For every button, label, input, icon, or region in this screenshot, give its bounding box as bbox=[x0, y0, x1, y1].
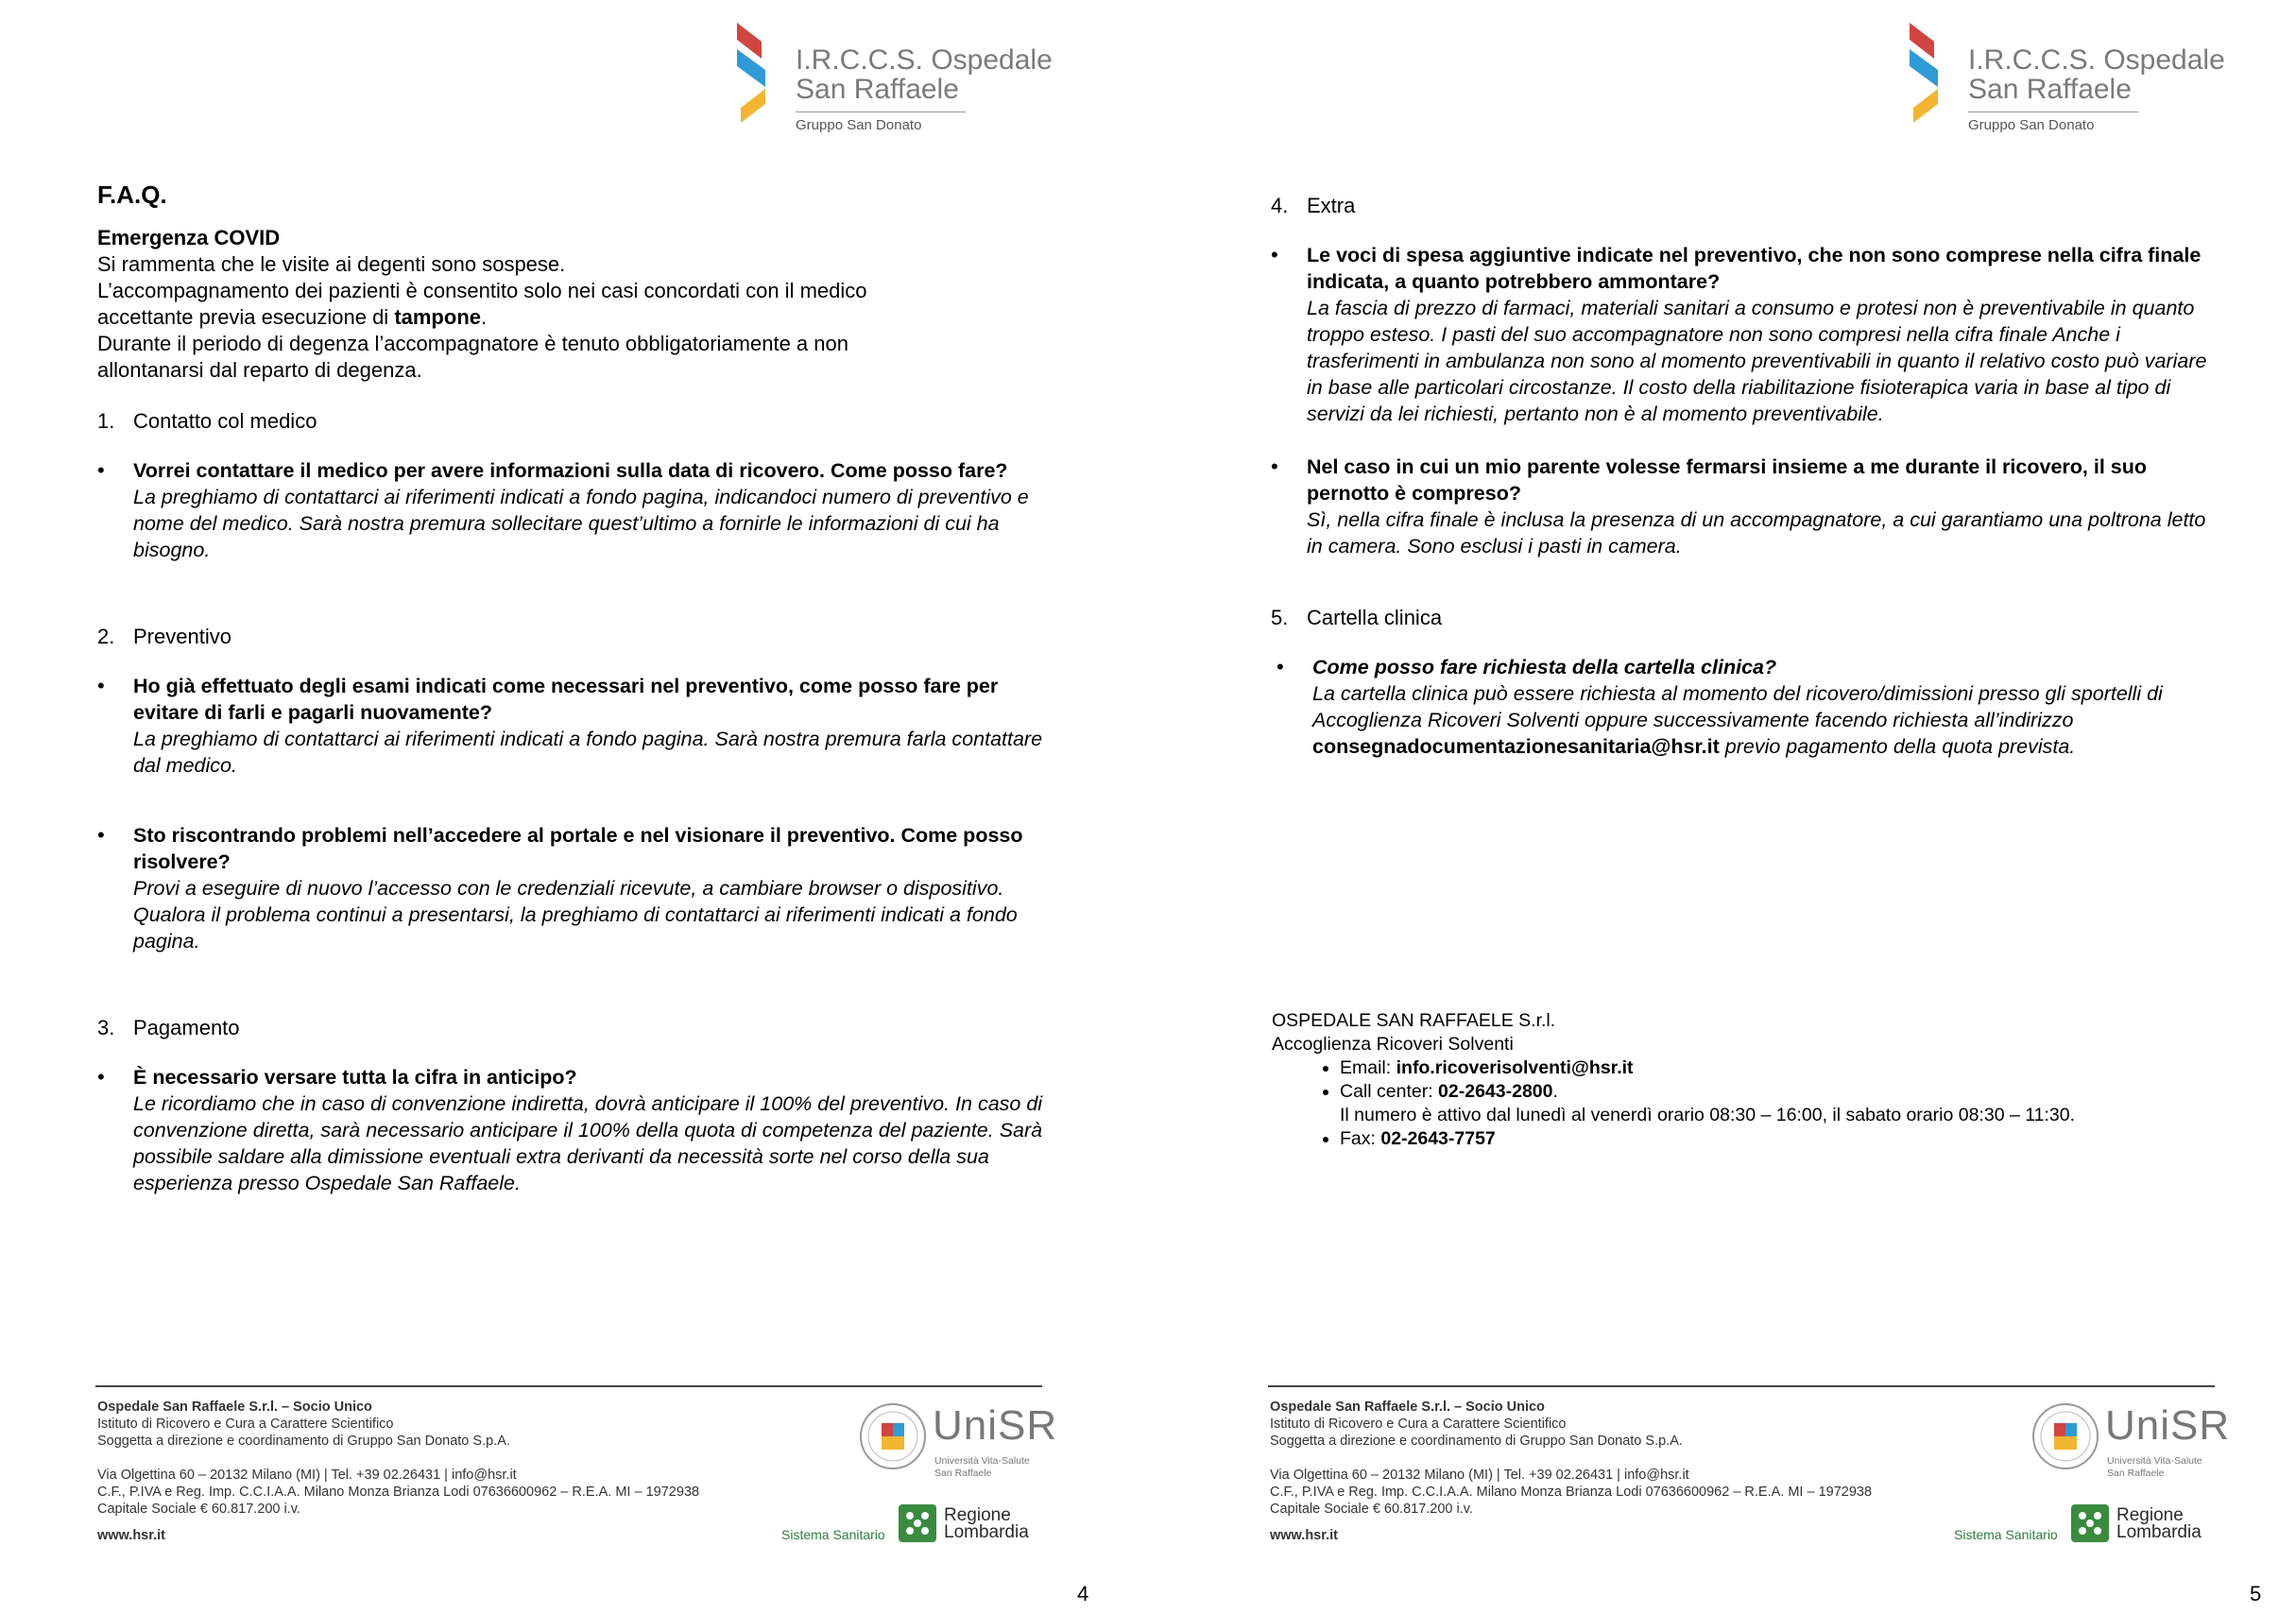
faq-item-4-2 bbox=[1271, 454, 2216, 559]
section-5-number: 5. bbox=[1271, 606, 1289, 629]
hospital-logo-icon bbox=[1906, 21, 1947, 125]
footer-line-3: Soggetta a direzione e coordinamento di Gruppo San Donato S.p.A. bbox=[1270, 1434, 1683, 1449]
covid-line-4: Durante il periodo di degenza l’accompagnatore è tenuto obbligatoriamente a non bbox=[97, 332, 848, 355]
contacts-org: OSPEDALE SAN RAFFAELE S.r.l. bbox=[1272, 1010, 1556, 1031]
footer-text bbox=[97, 1399, 699, 1544]
section-2-heading bbox=[97, 624, 1052, 650]
faq-question: Vorrei contattare il medico per avere informazioni sulla data di ricovero. Come posso fare? bbox=[133, 459, 1008, 482]
logo-line-1: I.R.C.C.S. Ospedale bbox=[1968, 44, 2225, 76]
bullet-icon: • bbox=[97, 674, 105, 697]
contact-fax bbox=[1340, 1127, 2217, 1151]
footer-line-1: Ospedale San Raffaele S.r.l. – Socio Unico bbox=[97, 1399, 372, 1415]
contact-call-post: . bbox=[1552, 1081, 1558, 1102]
section-4-heading bbox=[1271, 193, 2216, 219]
faq-item-2-1 bbox=[97, 673, 1052, 779]
faq-title: F.A.Q. bbox=[97, 180, 167, 209]
covid-tampone: tampone bbox=[394, 305, 481, 329]
logo-line-3: Gruppo San Donato bbox=[796, 117, 922, 133]
unisr-sub-2: San Raffaele bbox=[934, 1468, 992, 1479]
footer-gap bbox=[97, 1450, 699, 1467]
logo-line-2: San Raffaele bbox=[796, 74, 959, 105]
footer-website-link[interactable]: www.hsr.it bbox=[97, 1528, 165, 1543]
bullet-icon: • bbox=[97, 1065, 105, 1089]
faq-answer: La preghiamo di contattarci ai riferimenti indicati a fondo pagina, indicandoci numero di preventivo e nome del medico. Sarà nostra premura sollecitare quest’ultimo a fornirle le informazioni di cui ha bisogno. bbox=[133, 486, 1029, 561]
footer-website-link[interactable]: www.hsr.it bbox=[1270, 1528, 1338, 1543]
unisr-wordmark: UniSR bbox=[2105, 1402, 2231, 1449]
footer-line-4: Via Olgettina 60 – 20132 Milano (MI) | Tel. +39 02.26431 | info@hsr.it bbox=[1270, 1468, 1689, 1483]
section-1-heading bbox=[97, 408, 1052, 435]
faq-answer: Sì, nella cifra finale è inclusa la presenza di un accompagnatore, a cui garantiamo una poltrona letto in camera. Sono esclusi i pasti in camera. bbox=[1307, 508, 2206, 558]
regione-label-1: Regione bbox=[944, 1505, 1011, 1525]
contacts-block bbox=[1272, 1009, 2217, 1151]
covid-heading: Emergenza COVID bbox=[97, 226, 281, 249]
footer-line-4: Via Olgettina 60 – 20132 Milano (MI) | Tel. +39 02.26431 | info@hsr.it bbox=[97, 1468, 517, 1483]
footer-divider bbox=[95, 1385, 1042, 1387]
faq-question: Ho già effettuato degli esami indicati come necessari nel preventivo, come posso fare per evitare di farli e pagarli nuovamente? bbox=[133, 675, 999, 724]
footer-line-5: C.F., P.IVA e Reg. Imp. C.C.I.A.A. Milano Monza Brianza Lodi 07636600962 – R.E.A. MI – 1972938 bbox=[97, 1485, 700, 1500]
page-4-footer bbox=[95, 1385, 1058, 1543]
faq-question: Nel caso in cui un mio parente volesse fermarsi insieme a me durante il ricovero, il suo pernotto è compreso? bbox=[1307, 455, 2147, 505]
faq-item-1-1 bbox=[97, 457, 1052, 563]
footer-line-6: Capitale Sociale € 60.817.200 i.v. bbox=[97, 1502, 300, 1517]
page-5-footer bbox=[1268, 1385, 2231, 1543]
logo-line-3: Gruppo San Donato bbox=[1968, 117, 2095, 133]
footer-line-6: Capitale Sociale € 60.817.200 i.v. bbox=[1270, 1502, 1473, 1517]
bullet-icon: • bbox=[1277, 655, 1284, 678]
bullet-icon: • bbox=[1271, 455, 1278, 478]
covid-line-2: L’accompagnamento dei pazienti è consentito solo nei casi concordati con il medico bbox=[97, 279, 867, 302]
footer-line-2: Istituto di Ricovero e Cura a Carattere Scientifico bbox=[97, 1417, 394, 1432]
section-2-title: Preventivo bbox=[133, 625, 231, 648]
section-4-number: 4. bbox=[1271, 194, 1289, 217]
regione-lombardia-logo bbox=[1954, 1502, 2219, 1544]
bullet-icon: • bbox=[1271, 243, 1278, 266]
logo-line-2: San Raffaele bbox=[1968, 74, 2132, 105]
unisr-sub-1: Università Vita-Salute bbox=[2107, 1455, 2202, 1467]
footer-divider bbox=[1268, 1385, 2215, 1387]
university-seal-icon bbox=[859, 1402, 927, 1470]
regione-label-2: Lombardia bbox=[2116, 1522, 2202, 1542]
sistema-sanitario-label: Sistema Sanitario bbox=[781, 1527, 885, 1542]
footer-text bbox=[1270, 1399, 1872, 1544]
documentation-email-link[interactable]: consegnadocumentazionesanitaria@hsr.it bbox=[1312, 735, 1720, 758]
faq-question: Sto riscontrando problemi nell’accedere al portale e nel visionare il preventivo. Come posso risolvere? bbox=[133, 824, 1023, 873]
page-4-content bbox=[97, 181, 1052, 1196]
section-2-number: 2. bbox=[97, 625, 115, 648]
section-1-number: 1. bbox=[97, 409, 115, 433]
footer-line-1: Ospedale San Raffaele S.r.l. – Socio Unico bbox=[1270, 1399, 1545, 1415]
unisr-wordmark: UniSR bbox=[933, 1402, 1058, 1449]
page-5 bbox=[1148, 0, 2296, 1614]
faq-item-2-2 bbox=[97, 822, 1052, 954]
faq-answer: La preghiamo di contattarci ai riferimenti indicati a fondo pagina. Sarà nostra premura farla contattare dal medico. bbox=[133, 728, 1043, 777]
faq-answer-pre: La cartella clinica può essere richiesta al momento del ricovero/dimissioni presso gli sportelli di Accoglienza Ricoveri Solventi oppure successivamente facendo richiesta all’indirizzo bbox=[1312, 682, 2163, 731]
contact-fax-label: Fax: bbox=[1340, 1128, 1381, 1149]
contact-email bbox=[1340, 1056, 2217, 1080]
sistema-sanitario-label: Sistema Sanitario bbox=[1954, 1527, 2058, 1542]
section-3-heading bbox=[97, 1015, 1052, 1041]
faq-answer: Provi a eseguire di nuovo l’accesso con le credenziali ricevute, a cambiare browser o dispositivo. Qualora il problema continui a presentarsi, la preghiamo di contattarci ai riferimenti indicati a fondo pagina. bbox=[133, 877, 1018, 953]
section-5-heading bbox=[1271, 605, 2216, 631]
contact-hours: Il numero è attivo dal lunedì al venerdì orario 08:30 – 16:00, il sabato orario 08:30 – 11:30. bbox=[1340, 1105, 2075, 1125]
unisr-sub-2: San Raffaele bbox=[2107, 1468, 2165, 1479]
unisr-logo bbox=[859, 1402, 1058, 1482]
university-seal-icon bbox=[2031, 1402, 2099, 1470]
bullet-icon: • bbox=[97, 823, 105, 847]
covid-line-3-post: . bbox=[481, 305, 488, 329]
contact-email-label: Email: bbox=[1340, 1057, 1396, 1078]
section-3-title: Pagamento bbox=[133, 1016, 240, 1039]
page-number: 4 bbox=[1077, 1582, 1089, 1605]
hospital-logo-icon bbox=[733, 21, 775, 125]
footer-line-2: Istituto di Ricovero e Cura a Carattere Scientifico bbox=[1270, 1417, 1567, 1432]
faq-answer: Le ricordiamo che in caso di convenzione indiretta, dovrà anticipare il 100% del preventivo. In caso di convenzione diretta, sarà necessario anticipare il 100% della quota di competenza del paziente. Sarà possibile saldare alla dimissione eventuali extra derivanti da necessità sorte nel corso della sua esperienza presso Ospedale San Raffaele. bbox=[133, 1092, 1043, 1194]
contact-fax-number: 02-2643-7757 bbox=[1380, 1128, 1496, 1149]
hospital-logo bbox=[733, 21, 1073, 132]
contact-call-label: Call center: bbox=[1340, 1081, 1439, 1102]
regione-label-1: Regione bbox=[2116, 1505, 2184, 1525]
covid-line-5: allontanarsi dal reparto di degenza. bbox=[97, 358, 422, 382]
section-1-title: Contatto col medico bbox=[133, 409, 317, 433]
page-5-content bbox=[1271, 193, 2216, 760]
section-5-title: Cartella clinica bbox=[1307, 606, 1443, 629]
covid-line-1: Si rammenta che le visite ai degenti sono sospese. bbox=[97, 252, 566, 276]
page-number: 5 bbox=[2250, 1582, 2262, 1605]
unisr-sub-1: Università Vita-Salute bbox=[934, 1455, 1030, 1467]
contact-call-number[interactable]: 02-2643-2800 bbox=[1438, 1081, 1553, 1102]
regione-label-2: Lombardia bbox=[944, 1522, 1029, 1542]
contacts-dept: Accoglienza Ricoveri Solventi bbox=[1272, 1034, 1514, 1055]
faq-item-4-1 bbox=[1271, 242, 2216, 427]
footer-line-3: Soggetta a direzione e coordinamento di Gruppo San Donato S.p.A. bbox=[97, 1434, 510, 1449]
faq-item-3-1 bbox=[97, 1064, 1052, 1196]
bullet-icon: • bbox=[97, 458, 105, 482]
regione-lombardia-logo bbox=[781, 1502, 1046, 1544]
covid-line-3-pre: accettante previa esecuzione di bbox=[97, 305, 395, 329]
faq-answer bbox=[1312, 680, 2216, 760]
faq-answer-post: previo pagamento della quota prevista. bbox=[1719, 735, 2076, 758]
section-4-title: Extra bbox=[1307, 194, 1356, 217]
unisr-logo bbox=[2031, 1402, 2231, 1482]
logo-line-1: I.R.C.C.S. Ospedale bbox=[796, 44, 1053, 76]
footer-gap bbox=[1270, 1450, 1872, 1467]
hospital-logo bbox=[1906, 21, 2246, 132]
faq-question: È necessario versare tutta la cifra in anticipo? bbox=[133, 1066, 577, 1089]
covid-block bbox=[97, 225, 1052, 384]
contact-email-link[interactable]: info.ricoverisolventi@hsr.it bbox=[1396, 1057, 1634, 1078]
faq-question: Come posso fare richiesta della cartella clinica? bbox=[1312, 656, 1777, 678]
faq-question: Le voci di spesa aggiuntive indicate nel preventivo, che non sono comprese nella cifra finale indicata, a quanto potrebbero ammontare? bbox=[1307, 244, 2202, 293]
covid-line-3 bbox=[97, 304, 1052, 331]
footer-line-5: C.F., P.IVA e Reg. Imp. C.C.I.A.A. Milano Monza Brianza Lodi 07636600962 – R.E.A. MI – 1972938 bbox=[1270, 1485, 1873, 1500]
regione-flower-icon bbox=[899, 1504, 936, 1542]
faq-answer: La fascia di prezzo di farmaci, materiali sanitari a consumo e protesi non è preventivabile in quanto troppo esteso. I pasti del suo accompagnatore non sono compresi nella cifra finale Anche i trasferimenti in ambulanza non sono al momento preventivabili in quanto il relativo costo può variare in base alle particolari circostanze. Il costo della riabilitazione fisioterapica varia in base al tipo di servizi da lei richiesti, pertanto non è al momento preventivabile. bbox=[1307, 297, 2207, 425]
faq-item-5-1 bbox=[1271, 654, 2216, 760]
contacts-list bbox=[1272, 1056, 2217, 1151]
contact-call-center bbox=[1340, 1080, 2217, 1104]
regione-flower-icon bbox=[2071, 1504, 2109, 1542]
section-3-number: 3. bbox=[97, 1016, 115, 1039]
